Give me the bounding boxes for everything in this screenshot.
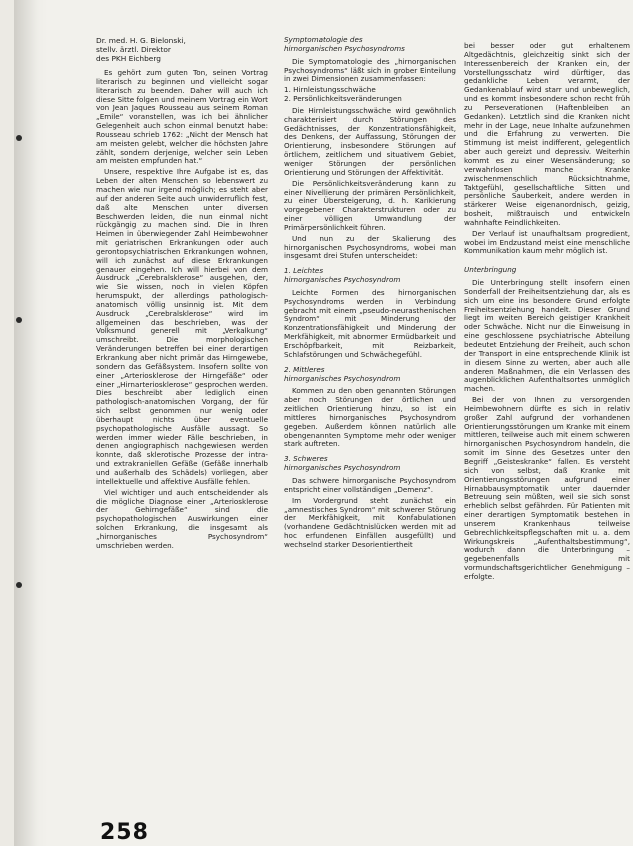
paragraph: Das schwere hirnorganische Psychosyndrom entspricht einer vollständigen „Demenz“. xyxy=(284,475,456,494)
section-heading xyxy=(284,36,456,54)
author-block xyxy=(96,36,268,63)
paragraph: Leichte Formen des hirnorganischen Psychosyndroms werden in Verbindung gebracht mit einem „pseudo-neurasthenischen Syndrom“ mit Minderung der Konzentrationsfähigkeit und Minderung der Merkfähigkeit, mit abnormer Ermüdbarkeit und Erschöpfbarkeit, mit Reizbarkeit, Schlafstörungen und Schwächegefühl. xyxy=(284,287,456,359)
column-3 xyxy=(464,42,630,842)
heading-line: hirnorganisches Psychosyndrom xyxy=(284,275,401,285)
document-page xyxy=(14,0,633,846)
paragraph: Der Verlauf ist unaufhaltsam progredient, wobei im Endzustand meist eine menschliche Kommunikation kaum mehr möglich ist. xyxy=(464,228,630,256)
page-binding-shadow xyxy=(14,0,48,846)
author-position: stellv. ärztl. Direktor xyxy=(96,45,171,54)
paragraph: Die Persönlichkeitsveränderung kann zu einer Nivellierung der primären Persönlichkeit, zu einer Übersteigerung, d. h. Karikierung vorgegebener Charakterstrukturen oder zu einer völligen Umwandlung der Primärpersönlichkeit führen. xyxy=(284,178,456,232)
paragraph: Es gehört zum guten Ton, seinen Vortrag literarisch zu beginnen und vielleicht sogar literarisch zu beenden. Daher will auch ich diese Sitte folgen und meinem Vortrag ein Wort von Jean Jaques Rousseau aus seinem Roman „Emile“ voranstellen, was ich bei ähnlicher Gelegenheit auch schon einmal benutzt habe: Rousseau schrieb 1762: „Nicht der Mensch hat am meisten gelebt, welcher die höchsten Jahre zählt, sondern derjenige, welcher sein Leben am meisten empfunden hat.“ xyxy=(96,68,268,166)
subsection-heading xyxy=(284,455,456,473)
heading-line: 2. Mittleres xyxy=(284,364,325,374)
column-1 xyxy=(96,36,268,832)
paragraph: Kommen zu den oben genannten Störungen aber noch Störungen der örtlichen und zeitlichen Orientierung hinzu, so ist ein mittleres hirnorganisches Psychosyndrom gegeben. Außerdem können natürlich alle obengenannten Symptome mehr oder weniger stark auftreten. xyxy=(284,386,456,449)
column-2 xyxy=(284,36,456,786)
paragraph: Bei der von Ihnen zu versorgenden Heimbewohnern dürfte es sich in relativ großer Zahl aufgrund der vorhandenen Orientierungsstörungen um Kranke mit einem mittleren, teilweise auch mit einem schweren hirnorganischen Psychosyndrom handeln, die somit im Sinne des Gesetzes unter den Begriff „Geisteskranke“ fallen. Es versteht sich von selbst, daß Kranke mit Orientierungsstörungen aufgrund einer Hirnabbausymptomatik unter dauernder Betreuung sein müßten, weil sie sich sonst erheblich selbst gefährden. Für Patienten mit einer derartigen Symptomatik bestehen in unserem Krankenhaus teilweise Gebrechlichkeitspflegschaften mit u. a. dem Wirkungskreis „Aufenthaltsbestimmung“, wodurch dann die Unterbringung – gegebenenfalls mit vormundschaftsgerichtlicher Genehmigung – erfolgte. xyxy=(464,395,630,581)
paragraph: Die Hirnleistungsschwäche wird gewöhnlich charakterisiert durch Störungen des Gedächtnisses, der Konzentrationsfähigkeit, des Denkens, der Auffassung, Störungen der Orientierung, insbesondere Störungen auf örtlichem, zeitlichem und situativem Gebiet, weniger Störungen der persönlichen Orientierung und Störungen der Affektivität. xyxy=(284,105,456,177)
paragraph: Die Unterbringung stellt insofern einen Sonderfall der Freiheitsentziehung dar, als es sich um eine ins besondere Grund erfolgte Freiheitsentziehung handelt. Dieser Grund liegt im weiten Bereich geistiger Krankheit oder Schwäche. Nicht nur die Einweisung in eine geschlossene psychiatrische Abteilung bedeutet Entziehung der Freiheit, auch schon der Transport in eine entsprechende Klinik ist in diesem Sinne zu werten, aber auch alle anderen Maßnahmen, die ein Verlassen des augenblicklichen Aufenthaltsortes unmöglich machen. xyxy=(464,278,630,394)
author-institution: des PKH Eichberg xyxy=(96,54,161,63)
list-item: 1. Hirnleistungsschwäche xyxy=(284,85,376,95)
list-item: 2. Persönlichkeitsveränderungen xyxy=(284,94,402,104)
symptom-list xyxy=(284,86,456,104)
punch-hole-3 xyxy=(16,582,22,588)
paragraph: Und nun zu der Skalierung des hirnorganischen Psychosyndroms, wobei man insgesamt drei Stufen unterscheidet: xyxy=(284,233,456,261)
heading-line: hirnorganisches Psychosyndrom xyxy=(284,463,401,473)
author-name: Dr. med. H. G. Bielonski, xyxy=(96,36,186,45)
paragraph: bei besser oder gut erhaltenem Altgedächtnis, gleichzeitig sinkt sich der Interessenbereich der Kranken ein, der Vorstellungsschatz wird dürftiger, das gedankliche Leben verarmt, der Gedankenablauf wird starr und unbeweglich, und es kommt insbesondere schon recht früh zu Perseverationen (Haftenbleiben an Gedanken). Letztlich sind die Kranken nicht mehr in der Lage, neue Inhalte aufzunehmen und die Erfahrung zu verwerten. Die Stimmung ist meist indifferent, gelegentlich aber auch gereizt und depressiv. Weiterhin kommt es zu einer Wesensänderung; so verwahrlosen manche Kranke zwischenmenschlich Rücksichtnahme, Taktgefühl, gesellschaftliche Sitten und persönliche Sauberkeit, andere werden in stärkerer Weise eigenanordnisch, geizig, bosheit, mißtrauisch und entwickeln wahnhafte Feindlichkeiten. xyxy=(464,42,630,227)
section-heading xyxy=(464,266,630,275)
paragraph: Die Symptomatologie des „hirnorganischen Psychosyndroms“ läßt sich in grober Einteilung in zwei Dimensionen zusammenfassen: xyxy=(284,56,456,84)
paragraph: Unsere, respektive Ihre Aufgabe ist es, das Leben der alten Menschen so lebenswert zu machen wie nur irgend möglich; es steht aber auf der anderen Seite auch unwiderruflich fest, daß alte Menschen unter diversen Beschwerden leiden, die nun einmal nicht rückgängig zu machen sind. Die in Ihren Heimen in überwiegender Zahl Heimbewohner mit geriatrischen Erkrankungen oder auch gerontopsychiatrischen Erkrankungen wohnen, will ich zunächst auf diese Erkrankungen genauer eingehen. Ich will hierbei von dem Ausdruck „Cerebralsklerose“ ausgehen, der, wie Sie wissen, noch in vielen Köpfen herumspukt, der allerdings pathologisch-anatomisch völlig unsinnig ist. Mit dem Ausdruck „Cerebralsklerose“ wird im allgemeinen das beschrieben, was der Volksmund generell mit „Verkalkung“ umschreibt. Die morphologischen Veränderungen betreffen bei einer derartigen Erkrankung aber nicht primär das Hirngewebe, sondern das Gefäßsystem. Insofern sollte von einer „Arteriosklerose der Hirngefäße“ oder einer „Hirnarteriosklerose“ gesprochen werden. Dies beschreibt aber lediglich einen pathologisch-anatomischen Vorgang, der für sich selbst genommen nur wenig oder überhaupt nichts über eventuelle psychopathologische Ausfälle aussagt. So werden immer wieder Fälle beschrieben, in denen angiographisch nachgewiesen werden konnte, daß sklerotische Prozesse der intra- und extrakraniellen Gefäße (Gefäße innerhalb und außerhalb des Schädels) vorliegen, aber intellektuelle und affektive Ausfälle fehlen. xyxy=(96,167,268,486)
subsection-heading xyxy=(284,267,456,285)
punch-hole-2 xyxy=(16,317,22,323)
paragraph: Viel wichtiger und auch entscheidender als die mögliche Diagnose einer „Arteriosklerose der Gehirngefäße“ sind die psychopathologischen Auswirkungen einer solchen Erkrankung, die insgesamt als „hirnorganisches Psychosyndrom“ umschrieben werden. xyxy=(96,487,268,550)
subsection-heading xyxy=(284,366,456,384)
paragraph: Im Vordergrund steht zunächst ein „amnestisches Syndrom“ mit schwerer Störung der Merkfähigkeit, mit Konfabulationen (vorhandene Gedächtnislücken werden mit ad hoc erfundenen Einfällen ausgefüllt) und wechselnd starker Desorientiertheit xyxy=(284,495,456,549)
heading-line: Symptomatologie des xyxy=(284,36,363,44)
punch-hole-1 xyxy=(16,135,22,141)
heading-line: Unterbringung xyxy=(464,265,517,275)
heading-line: 1. Leichtes xyxy=(284,266,324,276)
heading-line: 3. Schweres xyxy=(284,454,328,464)
heading-line: hirnorganisches Psychosyndrom xyxy=(284,373,401,383)
page-number: 258 xyxy=(100,820,149,845)
heading-line: hirnorganischen Psychosyndroms xyxy=(284,43,405,53)
